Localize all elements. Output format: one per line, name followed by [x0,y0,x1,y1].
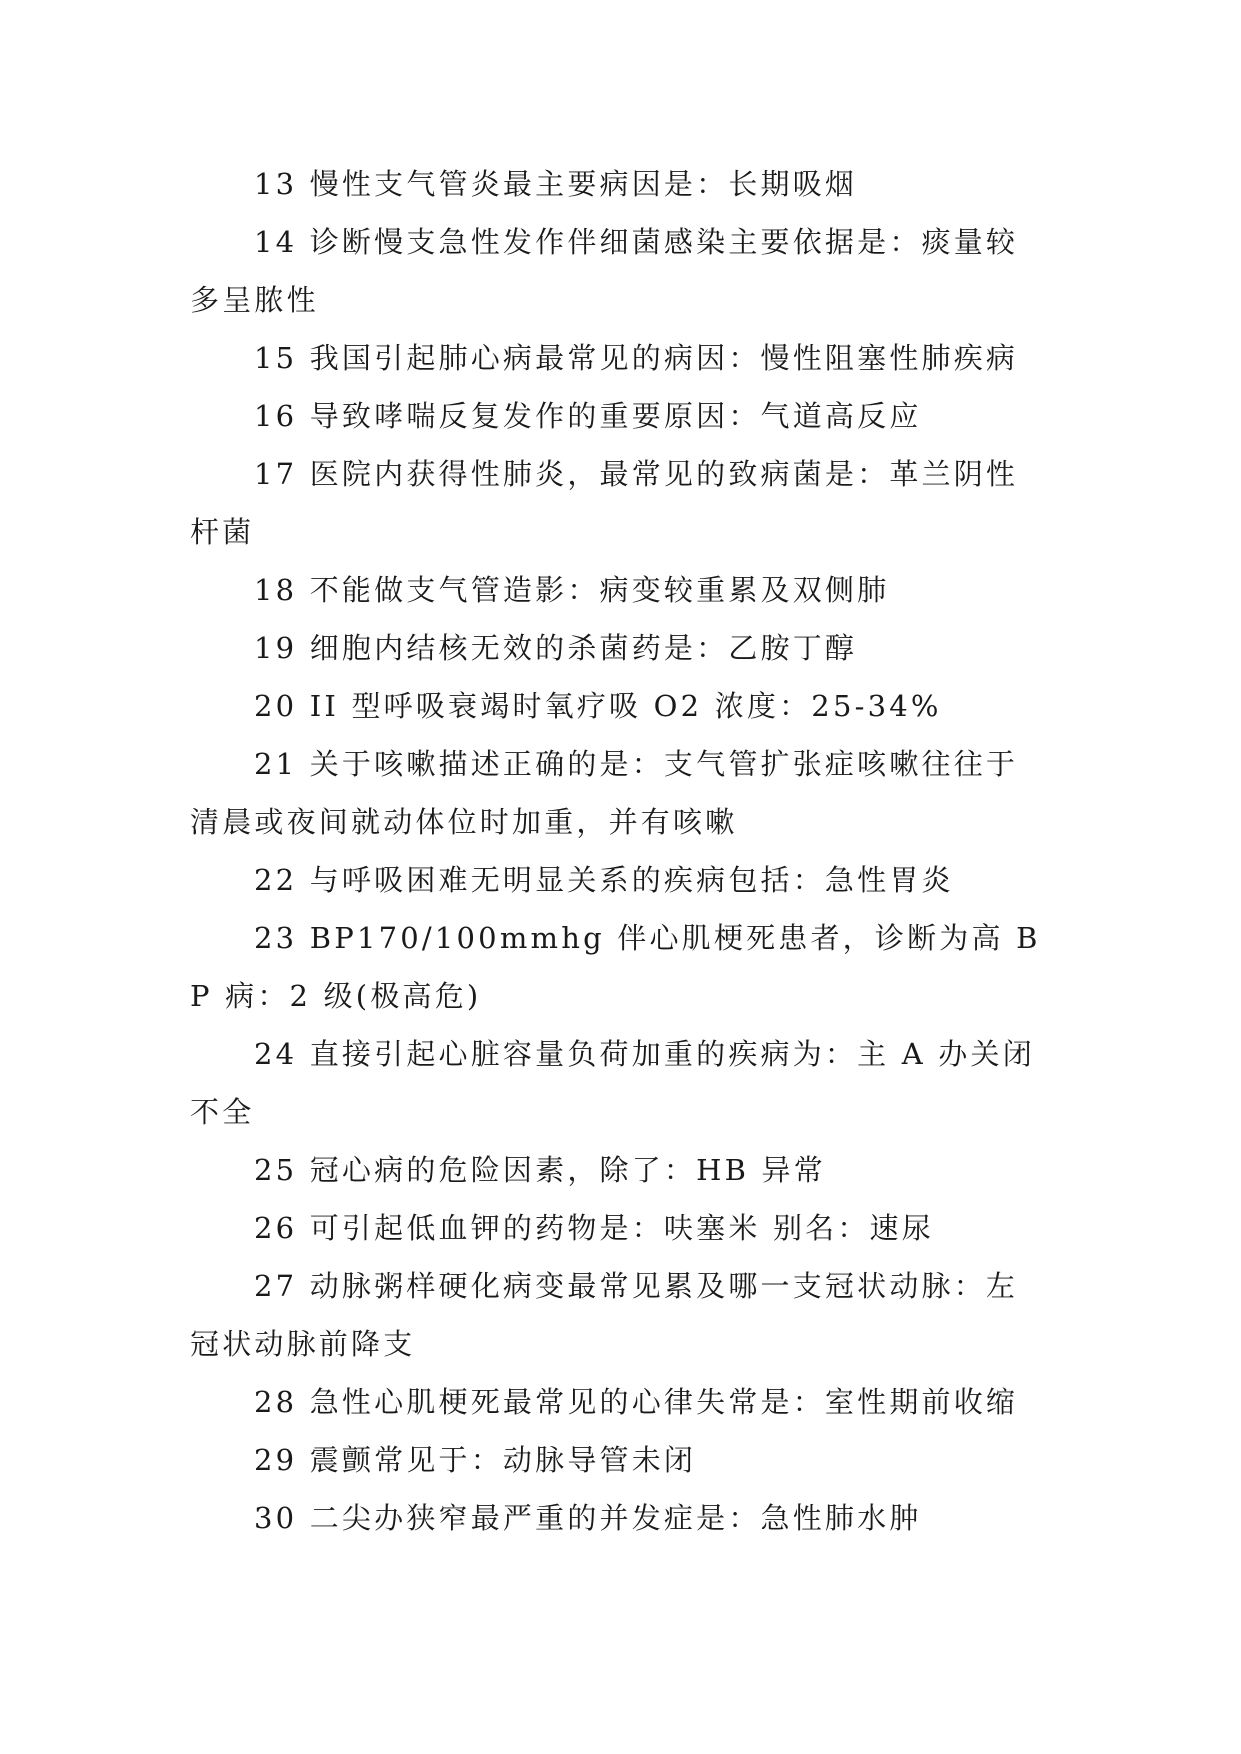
list-item: 27 动脉粥样硬化病变最常见累及哪一支冠状动脉：左冠状动脉前降支 [190,1269,1019,1361]
document-body [190,155,1050,1547]
list-item: 21 关于咳嗽描述正确的是：支气管扩张症咳嗽往往于清晨或夜间就动体位时加重，并有咳嗽 [190,747,1019,839]
list-item: 24 直接引起心脏容量负荷加重的疾病为：主 A 办关闭不全 [190,1037,1035,1129]
list-item: 13 慢性支气管炎最主要病因是：长期吸烟 [254,167,858,201]
list-item: 22 与呼吸困难无明显关系的疾病包括：急性胃炎 [254,863,954,897]
list-item: 23 BP170/100mmhg 伴心肌梗死患者，诊断为高 BP 病：2 级(极高危) [190,921,1041,1013]
list-item: 15 我国引起肺心病最常见的病因：慢性阻塞性肺疾病 [254,341,1019,375]
list-item: 30 二尖办狭窄最严重的并发症是：急性肺水肿 [254,1501,922,1535]
list-item: 17 医院内获得性肺炎，最常见的致病菌是：革兰阴性杆菌 [190,457,1019,549]
list-item: 26 可引起低血钾的药物是：呋塞米 别名：速尿 [254,1211,934,1245]
list-item: 16 导致哮喘反复发作的重要原因：气道高反应 [254,399,922,433]
list-item: 19 细胞内结核无效的杀菌药是：乙胺丁醇 [254,631,858,665]
list-item: 25 冠心病的危险因素，除了：HB 异常 [254,1153,826,1187]
list-item: 14 诊断慢支急性发作伴细菌感染主要依据是：痰量较多呈脓性 [190,225,1019,317]
list-item: 18 不能做支气管造影：病变较重累及双侧肺 [254,573,890,607]
list-item: 28 急性心肌梗死最常见的心律失常是：室性期前收缩 [254,1385,1019,1419]
list-item: 29 震颤常见于：动脉导管未闭 [254,1443,697,1477]
list-item: 20 II 型呼吸衰竭时氧疗吸 O2 浓度：25-34% [254,689,942,723]
